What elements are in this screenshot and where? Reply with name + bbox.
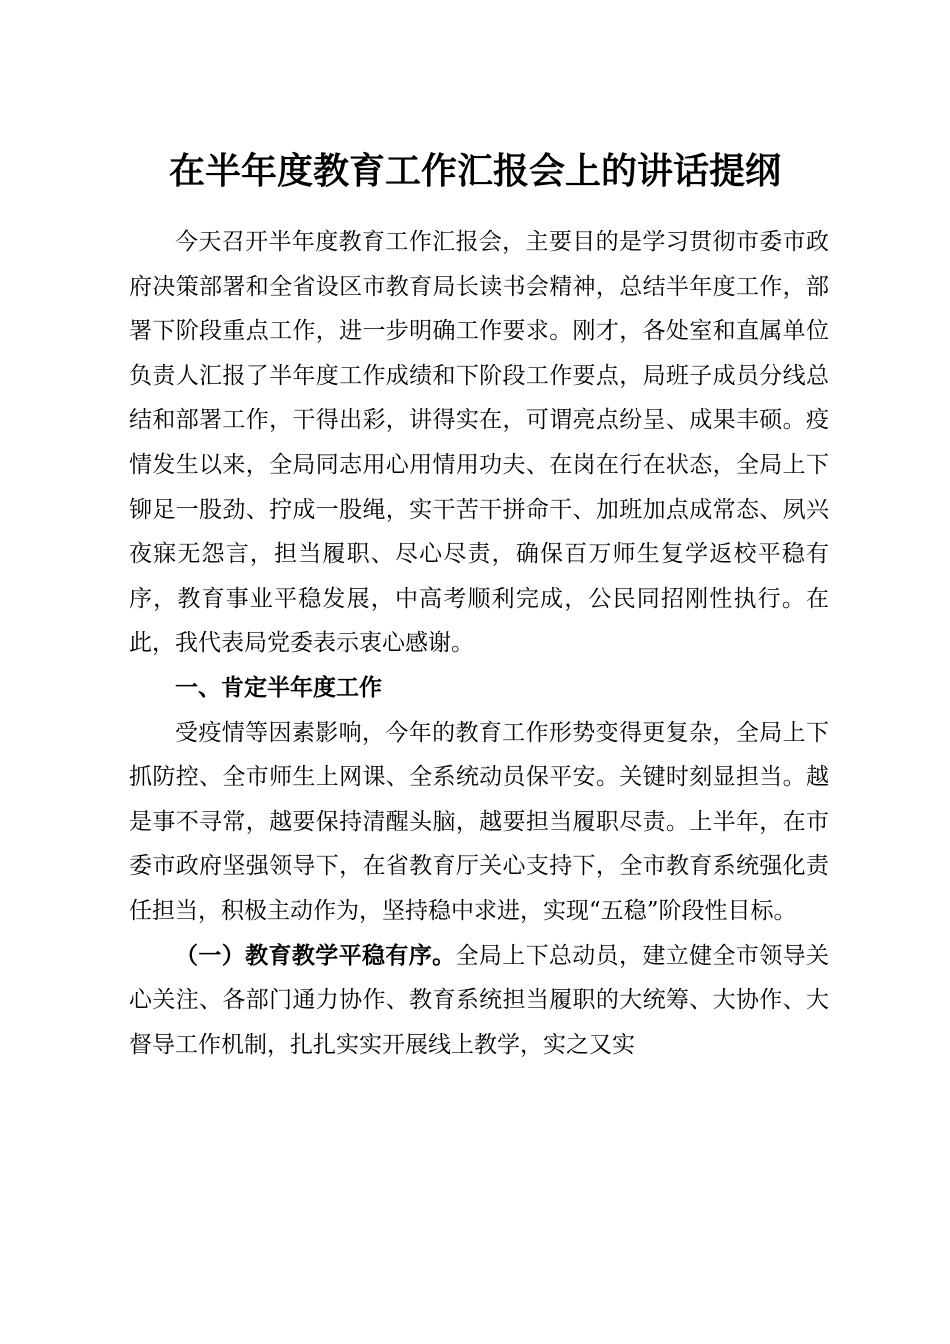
subsection-1-paragraph [129,934,829,1068]
document-body [129,220,829,1067]
subsection-1-title: （一）教育教学平稳有序。 [175,941,456,969]
section-1-paragraph: 受疫情等因素影响，今年的教育工作形势变得更复杂，全局上下抓防控、全市师生上网课、全系统动员保平安。关键时刻显担当。越是事不寻常，越要保持清醒头脑，越要担当履职尽责。上半年，在市委市政府坚强领导下，在省教育厅关心支持下，全市教育系统强化责任担当，积极主动作为，坚持稳中求进，实现“五稳”阶段性目标。 [129,719,829,924]
subsection-1-text: 全局上下总动员，建立健全市领导关心关注、各部门通力协作、教育系统担当履职的大统筹、大协作、大督导工作机制，扎扎实实开展线上教学，实之又实 [129,942,830,1058]
document-title: 在半年度教育工作汇报会上的讲话提纲 [168,151,781,192]
section-heading-1: 一、肯定半年度工作 [175,674,382,701]
intro-paragraph: 今天召开半年度教育工作汇报会，主要目的是学习贯彻市委市政府决策部署和全省设区市教育局长读书会精神，总结半年度工作，部署下阶段重点工作，进一步明确工作要求。刚才，各处室和直属单位负责人汇报了半年度工作成绩和下阶段工作要点，局班子成员分线总结和部署工作，干得出彩，讲得实在，可谓亮点纷呈、成果丰硕。疫情发生以来，全局同志用心用情用功夫、在岗在行在状态，全局上下铆足一股劲、拧成一股绳，实干苦干拼命干、加班加点成常态、夙兴夜寐无怨言，担当履职、尽心尽责，确保百万师生复学返校平稳有序，教育事业平稳发展，中高考顺利完成，公民同招刚性执行。在此，我代表局党委表示衷心感谢。 [129,229,829,657]
